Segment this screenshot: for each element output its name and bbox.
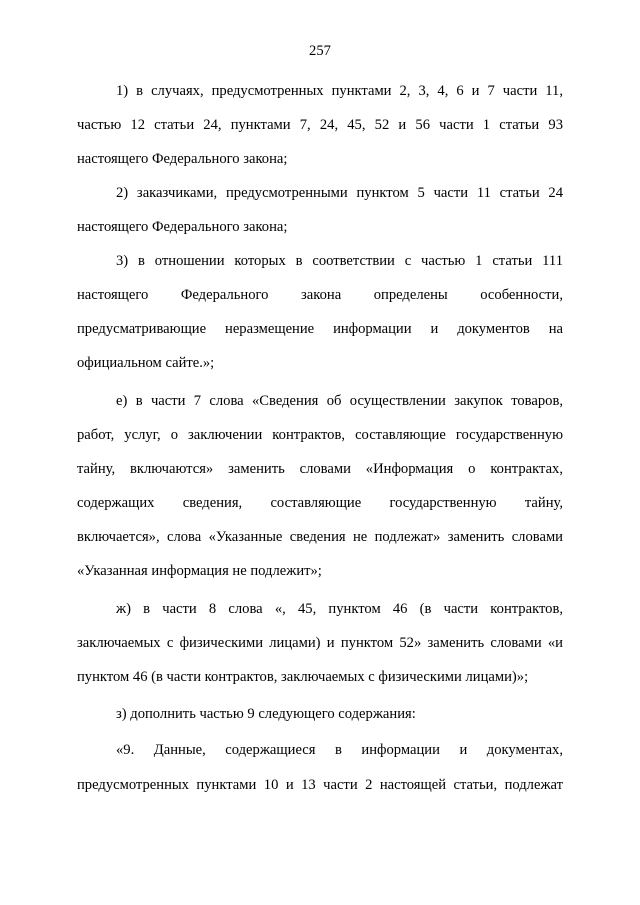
text-line: работ, услуг, о заключении контрактов, составляющие государственную bbox=[77, 427, 563, 443]
text-line: содержащих сведения, составляющие государственную тайну, bbox=[77, 495, 563, 511]
text-line: е) в части 7 слова «Сведения об осуществлении закупок товаров, bbox=[116, 393, 563, 409]
text-line: 2) заказчиками, предусмотренными пунктом 5 части 11 статьи 24 bbox=[116, 185, 563, 201]
text-line: предусмотренных пунктами 10 и 13 части 2 настоящей статьи, подлежат bbox=[77, 777, 563, 793]
text-line: тайну, включаются» заменить словами «Информация о контрактах, bbox=[77, 461, 563, 477]
text-line: «Указанная информация не подлежит»; bbox=[77, 563, 322, 579]
text-line: настоящего Федерального закона определены особенности, bbox=[77, 287, 563, 303]
page-number: 257 bbox=[309, 43, 331, 59]
text-line: предусматривающие неразмещение информации и документов на bbox=[77, 321, 563, 337]
text-line: ж) в части 8 слова «, 45, пунктом 46 (в части контрактов, bbox=[116, 601, 563, 617]
text-line: пунктом 46 (в части контрактов, заключаемых с физическими лицами)»; bbox=[77, 669, 529, 685]
text-line: частью 12 статьи 24, пунктами 7, 24, 45, 52 и 56 части 1 статьи 93 bbox=[77, 117, 563, 133]
text-line: з) дополнить частью 9 следующего содержания: bbox=[116, 706, 416, 722]
text-line: 1) в случаях, предусмотренных пунктами 2, 3, 4, 6 и 7 части 11, bbox=[116, 83, 563, 99]
text-line: заключаемых с физическими лицами) и пунктом 52» заменить словами «и bbox=[77, 635, 563, 651]
text-line: официальном сайте.»; bbox=[77, 355, 215, 371]
text-line: настоящего Федерального закона; bbox=[77, 219, 288, 235]
text-line: 3) в отношении которых в соответствии с частью 1 статьи 111 bbox=[116, 253, 563, 269]
text-line: «9. Данные, содержащиеся в информации и документах, bbox=[116, 742, 563, 758]
text-line: включается», слова «Указанные сведения не подлежат» заменить словами bbox=[77, 529, 563, 545]
text-line: настоящего Федерального закона; bbox=[77, 151, 288, 167]
